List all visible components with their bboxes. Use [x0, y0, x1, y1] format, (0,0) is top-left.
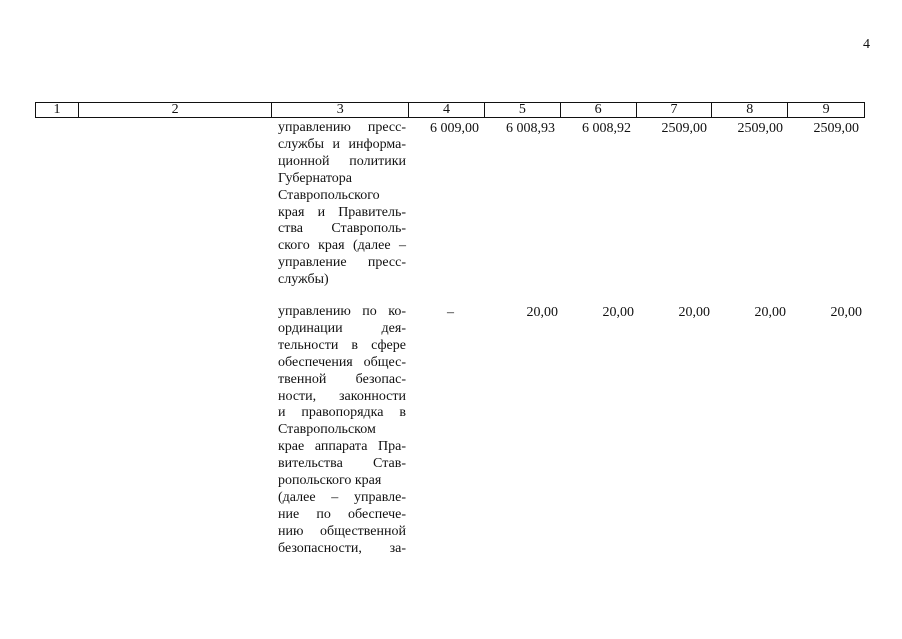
description-line: службы) [278, 272, 329, 288]
column-number-6: 6 [561, 103, 637, 117]
description-line: Ставропольского [278, 187, 380, 203]
description-line: крае аппарата Пра- [278, 439, 406, 455]
row-1-col-9-value: 2509,00 [813, 121, 859, 136]
row-2-col-6-value: 20,00 [602, 305, 634, 320]
row-1-col-8-value: 2509,00 [737, 121, 783, 136]
column-number-5: 5 [485, 103, 561, 117]
row-2-col-4-value: – [447, 305, 454, 320]
description-line: ние по обеспече- [278, 506, 406, 522]
column-number-9: 9 [822, 102, 830, 117]
description-line: управление пресс- [278, 255, 406, 271]
row-2-col-9-value: 20,00 [830, 305, 862, 320]
description-line: нию общественной [278, 523, 406, 539]
description-line: безопасности, за- [278, 540, 406, 556]
column-number-7: 7 [637, 103, 713, 117]
description-line: края и Правитель- [278, 204, 406, 220]
description-line: ности, законности [278, 388, 406, 404]
description-line: твенной безопас- [278, 371, 406, 387]
row-2-description [278, 304, 406, 558]
description-line: управлению пресс- [278, 120, 406, 135]
page-number: 4 [863, 37, 870, 52]
description-line: ского края (далее – [278, 238, 406, 254]
description-line: управлению по ко- [278, 304, 406, 319]
description-line: ционной политики [278, 153, 406, 169]
row-1-col-4-value: 6 009,00 [430, 121, 479, 136]
description-line: Ставропольском [278, 422, 376, 438]
column-number-4: 4 [409, 103, 485, 117]
description-line: обеспечения общес- [278, 354, 406, 370]
column-number-3: 3 [272, 103, 409, 117]
row-1-col-7-value: 2509,00 [661, 121, 707, 136]
description-line: ропольского края [278, 473, 382, 489]
row-2-col-7-value: 20,00 [678, 305, 710, 320]
column-number-header-row [35, 102, 865, 118]
column-number-1: 1 [36, 103, 79, 117]
description-line: и правопорядка в [278, 405, 406, 421]
row-1-description [278, 120, 406, 289]
column-number-2: 2 [79, 103, 273, 117]
description-line: ства Ставрополь- [278, 221, 406, 237]
row-1-col-5-value: 6 008,93 [506, 121, 555, 136]
description-line: ординации дея- [278, 320, 406, 336]
description-line: Губернатора [278, 170, 353, 186]
row-1-col-6-value: 6 008,92 [582, 121, 631, 136]
description-line: службы и информа- [278, 136, 406, 152]
column-number-8: 8 [712, 103, 788, 117]
row-2-col-5-value: 20,00 [526, 305, 558, 320]
description-line: тельности в сфере [278, 337, 406, 353]
description-line: вительства Став- [278, 456, 406, 472]
description-line: (далее – управле- [278, 489, 406, 505]
row-2-col-8-value: 20,00 [754, 305, 786, 320]
